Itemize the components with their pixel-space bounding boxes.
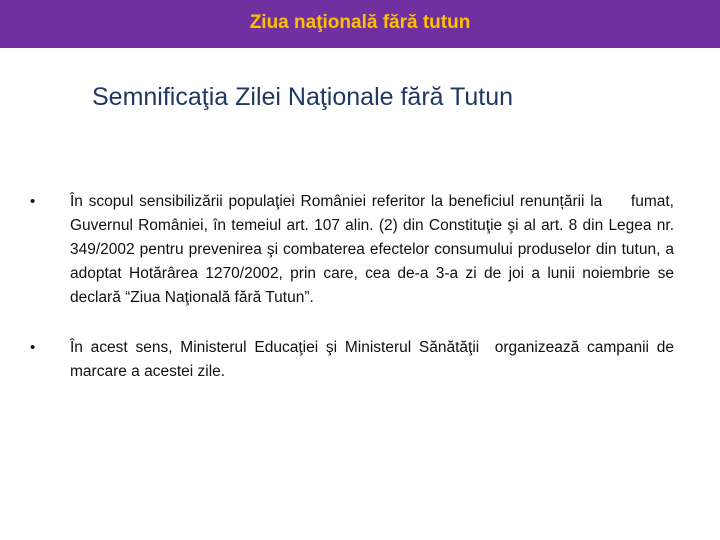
slide-title: Semnificaţia Zilei Naţionale fără Tutun — [92, 83, 514, 111]
bullet-text: În scopul sensibilizării populaţiei României referitor la beneficiul renunțării la fumat, Guvernul României, în temeiul art. 107 alin. (2) din Constituţie şi al art. 8 din Legea nr. 349/2002 pentru prevenirea şi combaterea efectelor consumului produselor din tutun, a adoptat Hotărârea 1270/2002, prin care, cea de-a 3-a zi de joi a lunii noiembrie se declară “Ziua Naţională fără Tutun”. — [70, 193, 674, 306]
bullet-list — [30, 190, 674, 384]
header-title: Ziua naţională fără tutun — [249, 12, 471, 33]
bullet-marker: • — [30, 193, 36, 210]
bullet-item-2 — [30, 336, 674, 384]
bullet-marker: • — [30, 339, 36, 356]
header-bar — [0, 0, 720, 48]
bullet-item-1 — [30, 190, 674, 310]
bullet-text: În acest sens, Ministerul Educaţiei şi Ministerul Sănătăţii organizează campanii de marcare a acestei zile. — [70, 339, 674, 380]
